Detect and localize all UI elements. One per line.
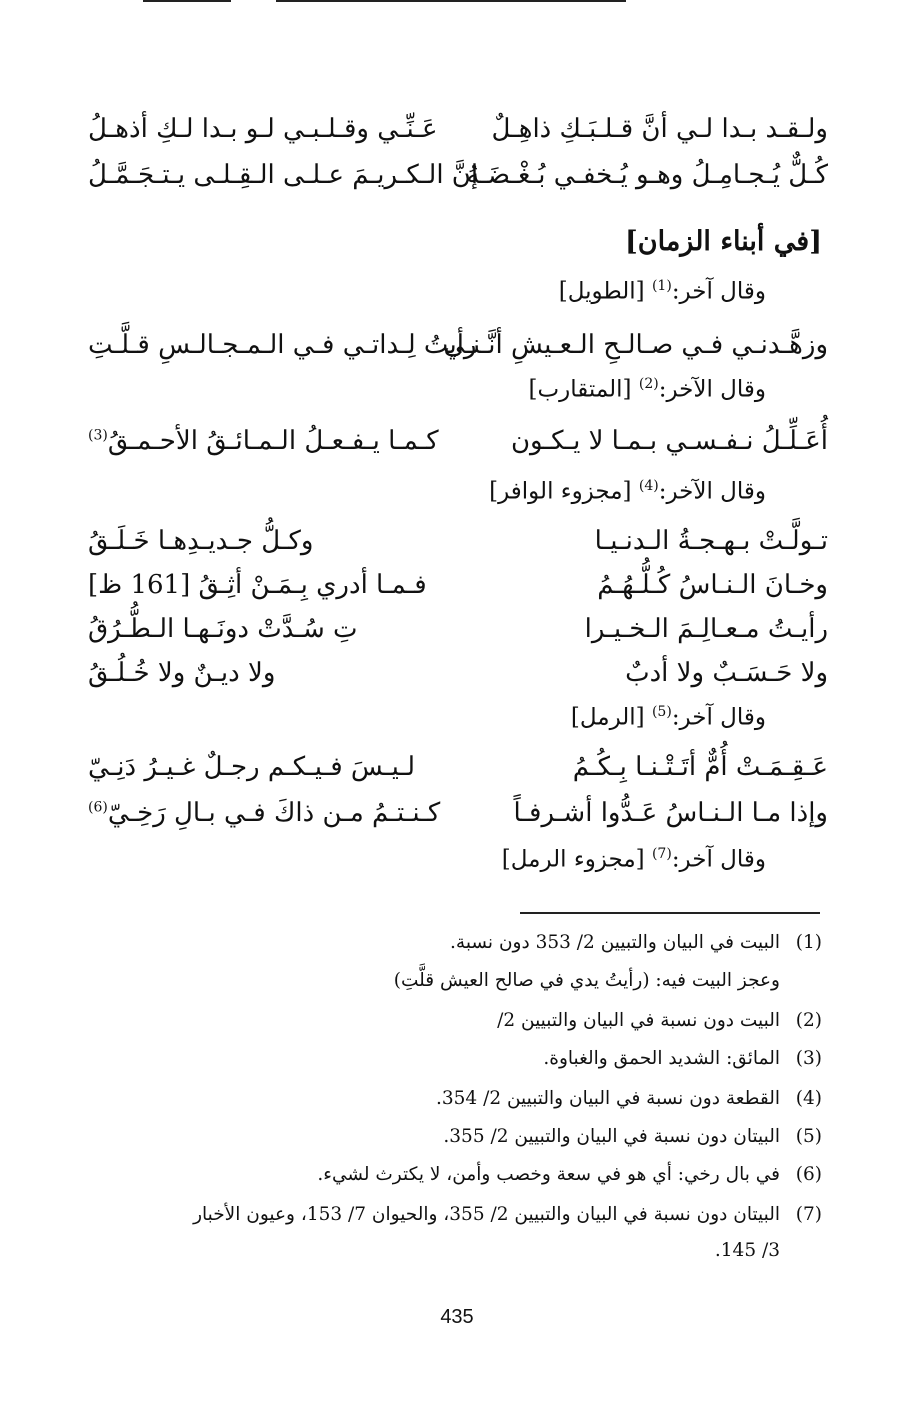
footnote-ref: (6)	[88, 799, 108, 816]
footnote-text: البيتان دون نسبة في البيان والتبيين 2/ 355.	[443, 1126, 780, 1147]
section-heading: [في أبناء الزمان]	[625, 226, 822, 257]
top-rule-short	[143, 0, 231, 2]
intro-text: وقال آخر:	[671, 846, 766, 873]
footnote-text: المائق: الشديد الحمق والغباوة.	[543, 1048, 780, 1069]
footnote-number: (4)	[795, 1088, 822, 1109]
footnote-ref: (5)	[651, 704, 672, 720]
footnote-number: (7)	[795, 1204, 822, 1225]
footnote-ref: (7)	[651, 846, 672, 862]
verse-first-hemistich: وزهَّـدنـي فـي صـالـحِ الـعـيشِ أنَّـنـي	[443, 330, 828, 360]
footnote	[82, 1164, 822, 1185]
intro-text: وقال آخر:	[671, 278, 766, 305]
verse-second-hemistich: عَـنِّـي وقـلـبـي لـو بـدا لـكِ أذهـلُ	[88, 114, 438, 144]
footnote-text: البيتان دون نسبة في البيان والتبيين 2/ 355، والحيوان 7/ 153، وعيون الأخبار	[193, 1204, 780, 1225]
top-rule-long	[276, 0, 626, 2]
meter-label: [مجزوء الوافر]	[489, 478, 632, 505]
verse-line	[88, 658, 828, 702]
verse-first-hemistich: تـولَّـتْ بـهـجـةُ الـدنـيـا	[594, 526, 828, 556]
verse-line	[88, 570, 828, 614]
footnote	[82, 1088, 822, 1109]
verse-line	[88, 614, 828, 658]
footnote-number: (6)	[795, 1164, 822, 1185]
footnote	[82, 1204, 822, 1225]
verse-line	[88, 426, 828, 470]
footnote-separator	[520, 912, 820, 914]
verse-first-hemistich: كُـلٌّ يُـجـامِـلُ وهـو يُـخفـي بُـغْـضَـهُ	[466, 160, 828, 190]
verse-first-hemistich: أُعَـلِّـلُ نـفـسـي بـمـا لا يـكـون	[510, 426, 828, 456]
verse-line	[88, 526, 828, 570]
poem-intro	[559, 278, 766, 305]
verse-first-hemistich: وإذا مـا الـنـاسُ عَـدُّوا أشـرفـاً	[513, 798, 828, 828]
footnote	[82, 1048, 822, 1069]
footnote-text: البيت في البيان والتبيين 2/ 353 دون نسبة.	[450, 932, 780, 953]
footnote-ref: (1)	[651, 278, 672, 294]
poem-intro	[502, 846, 766, 873]
intro-text: وقال الآخر:	[658, 478, 766, 505]
meter-label: [المتقارب]	[528, 376, 632, 403]
verse-second-hemistich	[88, 426, 439, 456]
footnote-ref: (4)	[638, 478, 659, 494]
footnote-text: القطعة دون نسبة في البيان والتبيين 2/ 354.	[435, 1088, 780, 1109]
footnote	[82, 1010, 822, 1031]
footnote-ref: (3)	[88, 427, 108, 444]
footnote-number: (1)	[795, 932, 822, 953]
verse-first-hemistich: عَـقِـمَـتْ أُمٌّ أتَـتْـنـا بِـكُـمُ	[572, 752, 828, 782]
verse-line	[88, 752, 828, 796]
footnote-number: (5)	[795, 1126, 822, 1147]
hemistich-text: كـنـتـمُ مـن ذاكَ فـي بـالِ رَخِـيّ	[107, 798, 441, 828]
meter-label: [الطويل]	[558, 278, 645, 305]
footnote-number: (2)	[795, 1010, 822, 1031]
page-number: 435	[440, 1306, 474, 1328]
verse-first-hemistich: ولا حَـسَـبٌ ولا أدبٌ	[625, 658, 828, 688]
footnote	[82, 1126, 822, 1147]
verse-line	[88, 798, 828, 842]
poem-intro	[529, 376, 766, 403]
intro-text: وقال الآخر:	[658, 376, 766, 403]
poem-intro	[571, 704, 766, 731]
verse-line	[88, 114, 828, 158]
verse-line	[88, 160, 828, 204]
verse-line	[88, 330, 828, 374]
verse-second-hemistich: تِ سُـدَّتْ دونَـهـا الـطُّـرُقُ	[88, 614, 358, 644]
footnote-number: (3)	[795, 1048, 822, 1069]
verse-second-hemistich: إنَّ الـكـريـمَ عـلـى الـقِـلـى يـتـجَـمَّـلُ	[88, 160, 479, 190]
verse-second-hemistich	[88, 798, 440, 828]
meter-label: [مجزوء الرمل]	[501, 846, 645, 873]
footnote-text: وعجز البيت فيه: (رأيتُ يدي في صالح العيش قلَّتِ)	[393, 970, 780, 991]
verse-second-hemistich: فـمـا أدري بِـمَـنْ أثِـقُ [161 ظ]	[88, 570, 427, 600]
footnote-text: في بال رخي: أي هو في سعة وخصب وأمن، لا يكترث لشيء.	[317, 1164, 780, 1185]
footnote-text: البيت دون نسبة في البيان والتبيين 2/	[497, 1010, 780, 1031]
intro-text: وقال آخر:	[671, 704, 766, 731]
footnote-ref: (2)	[638, 376, 659, 392]
meter-label: [الرمل]	[570, 704, 645, 731]
hemistich-text: كـمـا يـفـعـلُ الـمـائـقُ الأحـمـقُ	[107, 426, 439, 456]
footnote-continuation	[82, 970, 780, 991]
verse-first-hemistich: ولـقـد بـدا لـي أنَّ قـلـبَـكِ ذاهِـلٌ	[491, 114, 828, 144]
footnote	[82, 932, 822, 953]
verse-second-hemistich: لـيـسَ فـيـكـم رجـلٌ غـيـرُ دَنِـيّ	[88, 752, 416, 782]
poem-intro	[489, 478, 766, 505]
verse-second-hemistich: رأيتُ لِـداتـي فـي الـمـجـالـسِ قـلَّـتِ	[88, 330, 477, 360]
verse-first-hemistich: وخـانَ الـنـاسُ كُـلُّـهُـمُ	[597, 570, 828, 600]
verse-second-hemistich: وكـلُّ جـديـدِهـا خَـلَـقُ	[88, 526, 314, 556]
footnote-text: 3/ 145.	[714, 1240, 780, 1261]
verse-second-hemistich: ولا ديـنٌ ولا خُـلُـقُ	[88, 658, 276, 688]
verse-first-hemistich: رأيـتُ مـعـالِـمَ الـخـيـرا	[584, 614, 828, 644]
footnote-continuation	[82, 1240, 780, 1261]
